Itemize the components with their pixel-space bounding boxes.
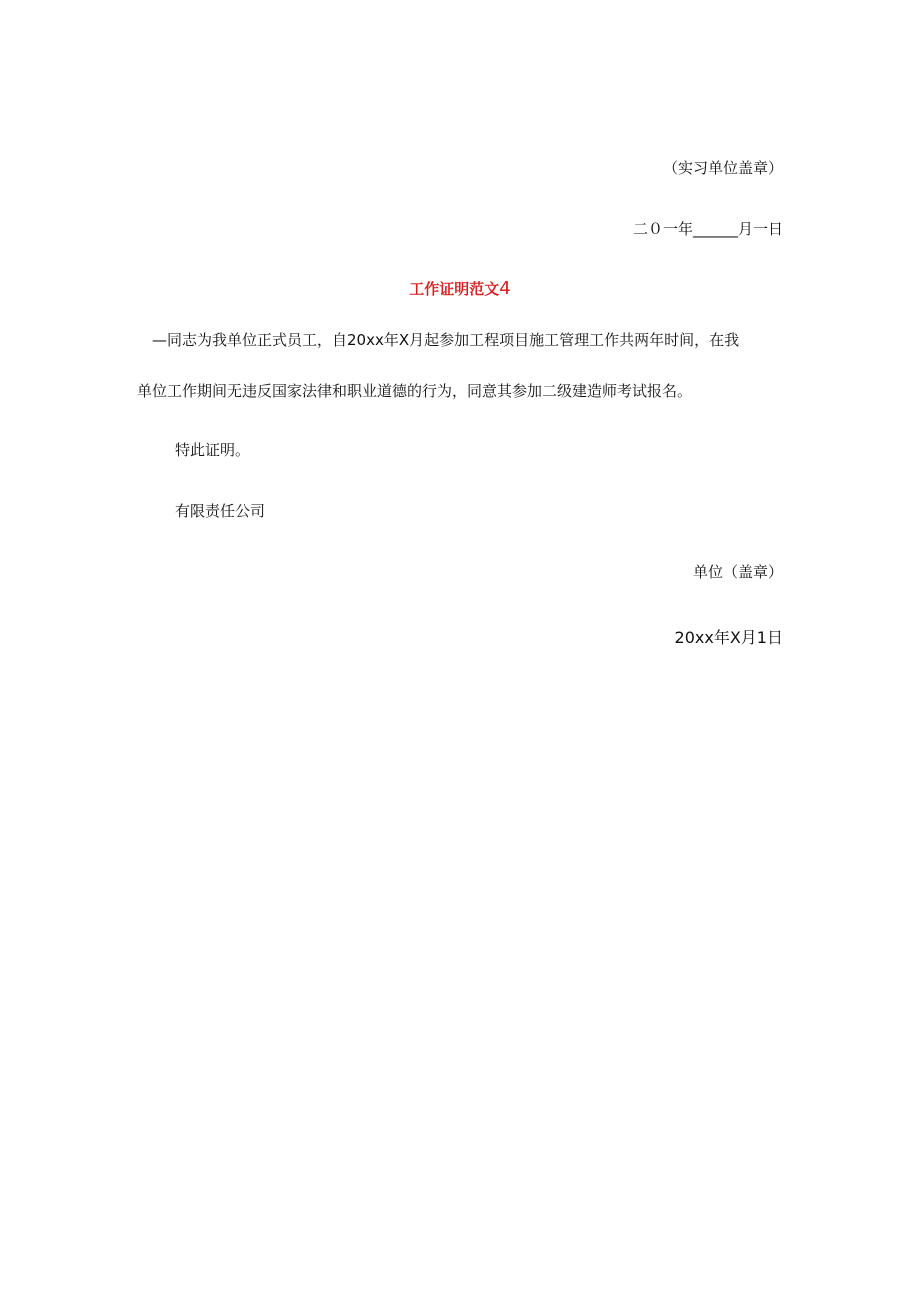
bottom-date-line: 20xx年X月1日 (674, 628, 783, 647)
unit-stamp-label: 单位（盖章） (692, 563, 783, 581)
top-date-line: 二０一年______月一日 (632, 220, 783, 238)
document-title (0, 279, 920, 299)
body-paragraph-line-2: 单位工作期间无违反国家法律和职业道德的行为，同意其参加二级建造师考试报名。 (137, 382, 693, 400)
body-paragraph-line-1: —同志为我单位正式员工，自20xx年X月起参加工程项目施工管理工作共两年时间，在我 (152, 331, 740, 349)
company-name: 有限责任公司 (175, 502, 266, 520)
title-text: 工作证明范文 (409, 280, 500, 298)
internship-unit-stamp-label: （实习单位盖章） (662, 159, 783, 177)
certify-statement: 特此证明。 (175, 441, 251, 459)
title-number: 4 (499, 278, 511, 299)
